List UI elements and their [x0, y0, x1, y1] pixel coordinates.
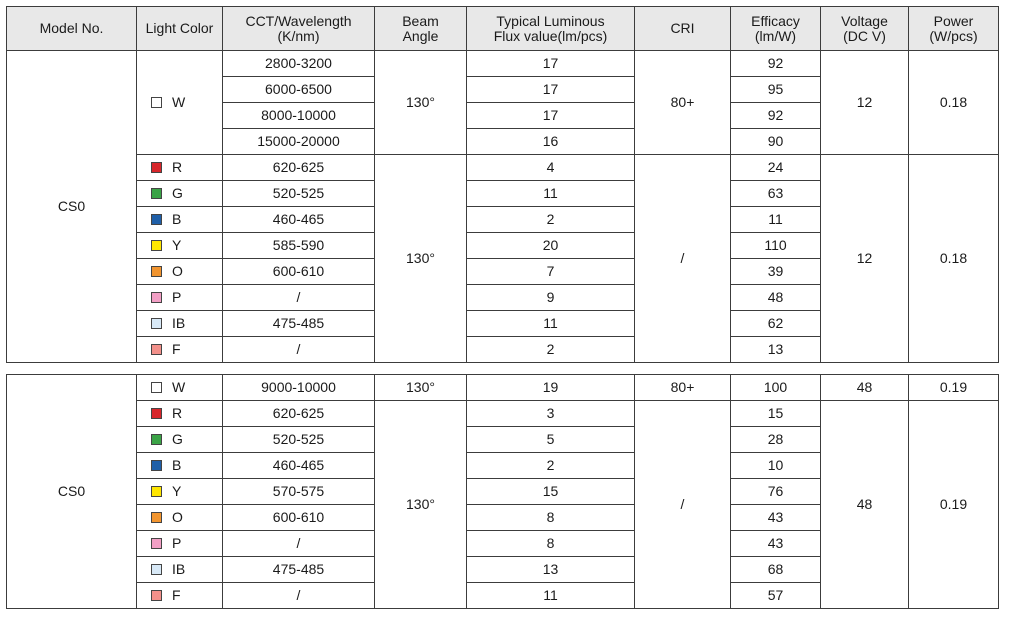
cct-cell: 8000-10000: [223, 103, 375, 129]
header-row: [7, 7, 999, 51]
model-cell: CS0: [7, 51, 137, 363]
light-color-cell: F: [137, 337, 223, 363]
cct-cell: 600-610: [223, 259, 375, 285]
cct-cell: 475-485: [223, 557, 375, 583]
light-color-cell: W: [137, 375, 223, 401]
efficacy-cell: 110: [731, 233, 821, 259]
cct-cell: 460-465: [223, 453, 375, 479]
header-voltage: Voltage (DC V): [821, 7, 909, 51]
color-swatch: [151, 318, 162, 329]
light-color-cell: IB: [137, 311, 223, 337]
color-swatch: [151, 344, 162, 355]
flux-cell: 15: [467, 479, 635, 505]
light-color-cell: Y: [137, 479, 223, 505]
efficacy-cell: 62: [731, 311, 821, 337]
flux-cell: 16: [467, 129, 635, 155]
flux-cell: 5: [467, 427, 635, 453]
light-color-cell: B: [137, 207, 223, 233]
table-row: [7, 155, 999, 181]
beam-angle-cell: 130°: [375, 375, 467, 401]
color-swatch: [151, 434, 162, 445]
efficacy-cell: 11: [731, 207, 821, 233]
efficacy-cell: 92: [731, 51, 821, 77]
flux-cell: 11: [467, 583, 635, 609]
flux-cell: 8: [467, 505, 635, 531]
flux-cell: 2: [467, 207, 635, 233]
header-luminous-flux: Typical Luminous Flux value(lm/pcs): [467, 7, 635, 51]
color-swatch: [151, 564, 162, 575]
color-swatch: [151, 408, 162, 419]
color-swatch: [151, 486, 162, 497]
beam-angle-cell: 130°: [375, 155, 467, 363]
header-light-color: Light Color: [137, 7, 223, 51]
cri-cell: /: [635, 401, 731, 609]
cct-cell: 570-575: [223, 479, 375, 505]
header-beam-angle: Beam Angle: [375, 7, 467, 51]
cct-cell: 6000-6500: [223, 77, 375, 103]
flux-cell: 4: [467, 155, 635, 181]
efficacy-cell: 43: [731, 531, 821, 557]
header-cct-wavelength: CCT/Wavelength (K/nm): [223, 7, 375, 51]
efficacy-cell: 13: [731, 337, 821, 363]
cct-cell: /: [223, 285, 375, 311]
flux-cell: 3: [467, 401, 635, 427]
flux-cell: 19: [467, 375, 635, 401]
cct-cell: 15000-20000: [223, 129, 375, 155]
efficacy-cell: 76: [731, 479, 821, 505]
efficacy-cell: 10: [731, 453, 821, 479]
color-swatch: [151, 538, 162, 549]
cct-cell: 620-625: [223, 401, 375, 427]
light-color-cell: F: [137, 583, 223, 609]
header-cri: CRI: [635, 7, 731, 51]
efficacy-cell: 100: [731, 375, 821, 401]
cct-cell: 520-525: [223, 427, 375, 453]
flux-cell: 17: [467, 103, 635, 129]
cct-cell: 520-525: [223, 181, 375, 207]
efficacy-cell: 57: [731, 583, 821, 609]
color-swatch: [151, 97, 162, 108]
cct-cell: 460-465: [223, 207, 375, 233]
voltage-cell: 12: [821, 51, 909, 155]
table-row: [7, 401, 999, 427]
light-color-cell: P: [137, 531, 223, 557]
color-swatch: [151, 188, 162, 199]
flux-cell: 20: [467, 233, 635, 259]
power-cell: 0.19: [909, 375, 999, 401]
beam-angle-cell: 130°: [375, 51, 467, 155]
power-cell: 0.19: [909, 401, 999, 609]
cct-cell: 475-485: [223, 311, 375, 337]
light-color-cell: O: [137, 259, 223, 285]
light-color-cell: B: [137, 453, 223, 479]
light-color-cell: O: [137, 505, 223, 531]
cri-cell: 80+: [635, 51, 731, 155]
cct-cell: 9000-10000: [223, 375, 375, 401]
light-color-cell: P: [137, 285, 223, 311]
cct-cell: 2800-3200: [223, 51, 375, 77]
color-swatch: [151, 214, 162, 225]
table-row: [7, 375, 999, 401]
header-efficacy: Efficacy (lm/W): [731, 7, 821, 51]
power-cell: 0.18: [909, 51, 999, 155]
cct-cell: /: [223, 531, 375, 557]
table-row: [7, 51, 999, 77]
flux-cell: 11: [467, 311, 635, 337]
cri-cell: /: [635, 155, 731, 363]
color-swatch: [151, 292, 162, 303]
light-color-cell: R: [137, 155, 223, 181]
beam-angle-cell: 130°: [375, 401, 467, 609]
flux-cell: 2: [467, 337, 635, 363]
flux-cell: 17: [467, 51, 635, 77]
efficacy-cell: 24: [731, 155, 821, 181]
header-power: Power (W/pcs): [909, 7, 999, 51]
light-color-cell: Y: [137, 233, 223, 259]
spec-table-48v: [6, 374, 999, 609]
light-color-cell: IB: [137, 557, 223, 583]
flux-cell: 11: [467, 181, 635, 207]
flux-cell: 9: [467, 285, 635, 311]
light-color-cell: G: [137, 427, 223, 453]
cct-cell: 620-625: [223, 155, 375, 181]
color-swatch: [151, 240, 162, 251]
light-color-cell: R: [137, 401, 223, 427]
efficacy-cell: 39: [731, 259, 821, 285]
color-swatch: [151, 590, 162, 601]
color-swatch: [151, 460, 162, 471]
cct-cell: 585-590: [223, 233, 375, 259]
efficacy-cell: 95: [731, 77, 821, 103]
color-swatch: [151, 266, 162, 277]
color-swatch: [151, 382, 162, 393]
cct-cell: /: [223, 337, 375, 363]
efficacy-cell: 43: [731, 505, 821, 531]
efficacy-cell: 48: [731, 285, 821, 311]
flux-cell: 7: [467, 259, 635, 285]
efficacy-cell: 63: [731, 181, 821, 207]
cri-cell: 80+: [635, 375, 731, 401]
cct-cell: /: [223, 583, 375, 609]
efficacy-cell: 90: [731, 129, 821, 155]
voltage-cell: 12: [821, 155, 909, 363]
efficacy-cell: 28: [731, 427, 821, 453]
header-model-no: Model No.: [7, 7, 137, 51]
voltage-cell: 48: [821, 375, 909, 401]
spec-table-12v: [6, 6, 999, 363]
color-swatch: [151, 512, 162, 523]
voltage-cell: 48: [821, 401, 909, 609]
light-color-cell: W: [137, 51, 223, 155]
model-cell: CS0: [7, 375, 137, 609]
efficacy-cell: 92: [731, 103, 821, 129]
flux-cell: 8: [467, 531, 635, 557]
cct-cell: 600-610: [223, 505, 375, 531]
flux-cell: 2: [467, 453, 635, 479]
color-swatch: [151, 162, 162, 173]
flux-cell: 13: [467, 557, 635, 583]
flux-cell: 17: [467, 77, 635, 103]
light-color-cell: G: [137, 181, 223, 207]
power-cell: 0.18: [909, 155, 999, 363]
efficacy-cell: 15: [731, 401, 821, 427]
efficacy-cell: 68: [731, 557, 821, 583]
